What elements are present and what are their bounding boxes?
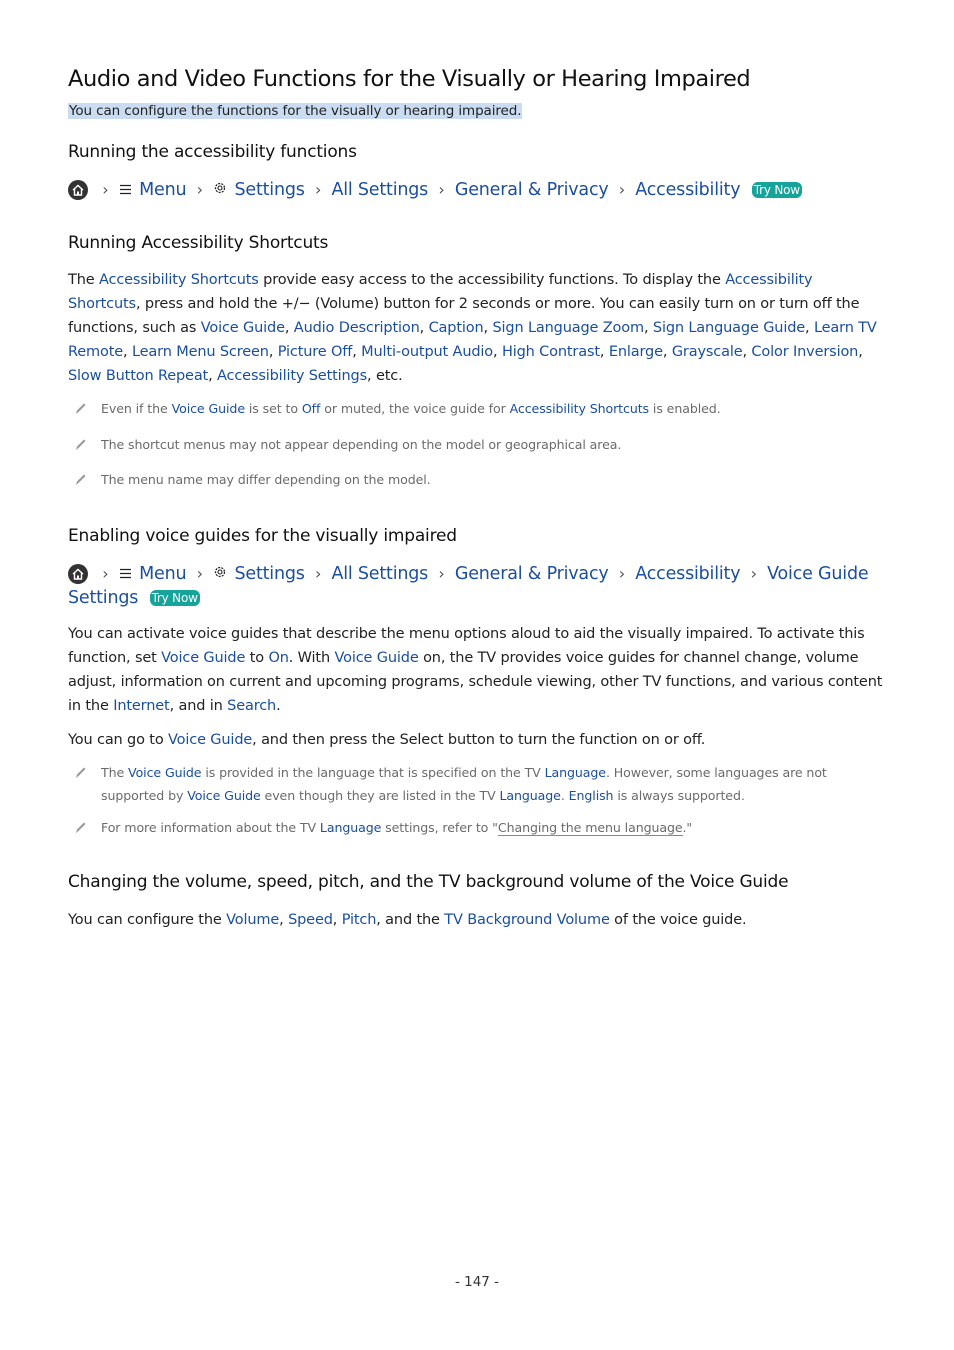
text: .": [682, 820, 693, 835]
pencil-note-icon: [74, 401, 88, 415]
pencil-note-icon: [74, 765, 88, 779]
text: You can activate voice guides that describe the menu options aloud to aid the visually impaired. To activate this function, set: [68, 626, 865, 666]
page-number: - 147 -: [454, 1274, 500, 1290]
nav-item-general-privacy[interactable]: General & Privacy: [454, 564, 609, 584]
page-subtitle: You can configure the functions for the visually or hearing impaired.: [69, 103, 522, 119]
home-icon[interactable]: [68, 180, 88, 200]
menu-icon: [119, 562, 132, 586]
shortcut-item: Picture Off: [277, 344, 353, 360]
link-voice-guide: Voice Guide: [171, 401, 245, 416]
shortcut-item: Accessibility Settings: [217, 368, 368, 384]
link-language: Language: [319, 820, 382, 835]
separator: ,: [208, 368, 218, 384]
note-text: The shortcut menus may not appear depending on the model or geographical area.: [101, 437, 622, 452]
chevron-right-icon: ›: [314, 180, 322, 199]
section-heading-running-accessibility: Running the accessibility functions: [68, 142, 357, 162]
text: Even if the: [101, 401, 172, 416]
nav-item-all-settings[interactable]: All Settings: [331, 180, 429, 200]
shortcuts-description: [68, 268, 888, 388]
separator: ,: [599, 344, 609, 360]
chevron-right-icon: ›: [438, 180, 445, 199]
section-heading-voice-guide-volume: Changing the volume, speed, pitch, and the TV background volume of the Voice Guide: [68, 872, 789, 892]
text: , etc.: [367, 368, 403, 384]
separator: ,: [742, 344, 752, 360]
text: You can configure the: [68, 912, 227, 928]
text: on, the TV provides voice guides for channel change, volume adjust, information on current and upcoming programs, schedule viewing, other TV functions, and various content in the: [68, 650, 883, 714]
link-internet: Internet: [113, 698, 170, 714]
text: .: [560, 788, 569, 803]
section-heading-shortcuts: Running Accessibility Shortcuts: [68, 233, 329, 253]
text: .: [276, 698, 281, 714]
link-accessibility-shortcuts: Accessibility Shortcuts: [68, 272, 813, 312]
page-title: Audio and Video Functions for the Visually or Hearing Impaired: [68, 66, 751, 92]
link-speed: Speed: [288, 912, 333, 928]
nav-item-general-privacy[interactable]: General & Privacy: [454, 180, 609, 200]
link-pitch: Pitch: [341, 912, 377, 928]
link-voice-guide: Voice Guide: [168, 732, 253, 748]
text: , and in: [169, 698, 228, 714]
voice-guide-toggle-text: [68, 728, 888, 752]
nav-item-accessibility[interactable]: Accessibility: [635, 180, 741, 200]
note: [74, 433, 884, 456]
text: of the voice guide.: [609, 912, 747, 928]
shortcut-item: Color Inversion: [751, 344, 859, 360]
nav-item-settings[interactable]: Settings: [234, 180, 305, 200]
separator: ,: [123, 344, 132, 360]
chevron-right-icon: ›: [196, 564, 203, 583]
note: [74, 816, 884, 839]
text: ,: [332, 912, 342, 928]
link-on: On: [268, 650, 289, 666]
text: or muted, the voice guide for: [320, 401, 510, 416]
separator: ,: [805, 320, 814, 336]
nav-path-accessibility: [68, 178, 888, 202]
chevron-right-icon: ›: [618, 180, 625, 199]
chevron-right-icon: ›: [196, 180, 203, 199]
try-now-button[interactable]: Try Now: [753, 183, 800, 197]
chevron-right-icon: ›: [102, 564, 109, 583]
note: [74, 468, 884, 491]
separator: ,: [643, 320, 653, 336]
link-language: Language: [544, 765, 606, 780]
separator: ,: [284, 320, 294, 336]
separator: ,: [858, 344, 863, 360]
link-off: Off: [301, 401, 321, 416]
nav-path-voice-guide: [68, 562, 888, 610]
link-english: English: [568, 788, 614, 803]
shortcut-item: High Contrast: [501, 344, 600, 360]
link-changing-menu-language[interactable]: Changing the menu language: [497, 820, 683, 835]
text: to: [245, 650, 269, 666]
shortcut-item: Grayscale: [671, 344, 743, 360]
voice-guide-description: [68, 622, 888, 718]
link-voice-guide: Voice Guide: [187, 788, 261, 803]
menu-icon: [119, 178, 132, 202]
separator: ,: [419, 320, 429, 336]
link-voice-guide: Voice Guide: [128, 765, 202, 780]
separator: ,: [662, 344, 672, 360]
shortcut-item: Voice Guide: [200, 320, 285, 336]
shortcut-item: Slow Button Repeat: [68, 368, 209, 384]
section-heading-voice-guides: Enabling voice guides for the visually impaired: [68, 526, 457, 546]
text: . However, some languages are not supported by: [101, 765, 827, 803]
shortcut-item: Enlarge: [608, 344, 663, 360]
link-language: Language: [499, 788, 561, 803]
settings-gear-icon: [213, 178, 227, 202]
separator: ,: [493, 344, 502, 360]
pencil-note-icon: [74, 472, 88, 486]
separator: ,: [483, 320, 493, 336]
link-search: Search: [227, 698, 277, 714]
separator: ,: [268, 344, 278, 360]
text: is provided in the language that is specified on the TV: [201, 765, 545, 780]
link-accessibility-shortcuts: Accessibility Shortcuts: [509, 401, 650, 416]
chevron-right-icon: ›: [750, 564, 757, 583]
text: (Volume) button for 2 seconds or more. You can easily turn on or turn off the functions, such as: [68, 296, 860, 336]
chevron-right-icon: ›: [314, 564, 322, 583]
link-accessibility-shortcuts: Accessibility Shortcuts: [98, 272, 259, 288]
shortcut-item: Multi-output Audio: [361, 344, 494, 360]
text: The: [101, 765, 129, 780]
note: [74, 397, 884, 420]
text: ,: [279, 912, 289, 928]
shortcut-item: Audio Description: [293, 320, 420, 336]
shortcut-item: Learn TV Remote: [68, 320, 877, 360]
try-now-button[interactable]: Try Now: [151, 591, 198, 605]
text: is enabled.: [649, 401, 721, 416]
link-voice-guide: Voice Guide: [161, 650, 246, 666]
nav-item-accessibility[interactable]: Accessibility: [635, 564, 741, 584]
nav-item-settings[interactable]: Settings: [234, 564, 305, 584]
text: For more information about the TV: [101, 820, 320, 835]
text: settings, refer to ": [381, 820, 498, 835]
pencil-note-icon: [74, 820, 88, 834]
note: [74, 761, 884, 807]
text: provide easy access to the accessibility functions. To display the: [258, 272, 726, 288]
note-text: The menu name may differ depending on the model.: [101, 472, 431, 487]
shortcut-item: Learn Menu Screen: [131, 344, 269, 360]
link-volume: Volume: [226, 912, 280, 928]
pencil-note-icon: [74, 437, 88, 451]
text: , and the: [376, 912, 445, 928]
settings-gear-icon: [213, 562, 227, 586]
nav-item-voice-guide-settings[interactable]: Voice Guide Settings: [68, 564, 869, 608]
shortcut-item: Sign Language Zoom: [492, 320, 644, 336]
nav-item-all-settings[interactable]: All Settings: [331, 564, 429, 584]
text: is always supported.: [613, 788, 745, 803]
chevron-right-icon: ›: [438, 564, 445, 583]
separator: ,: [352, 344, 362, 360]
nav-item-menu[interactable]: Menu: [139, 180, 187, 200]
text: is set to: [244, 401, 302, 416]
text: , and then press the Select button to turn the function on or off.: [252, 732, 706, 748]
text: The: [68, 272, 99, 288]
home-icon[interactable]: [68, 564, 88, 584]
shortcut-item: Caption: [428, 320, 484, 336]
shortcut-item: Sign Language Guide: [652, 320, 806, 336]
text: even though they are listed in the TV: [260, 788, 500, 803]
text: You can go to: [68, 732, 169, 748]
chevron-right-icon: ›: [102, 180, 109, 199]
chevron-right-icon: ›: [618, 564, 625, 583]
text: , press and hold the: [135, 296, 282, 312]
volume-symbol: +/−: [281, 296, 311, 312]
nav-item-menu[interactable]: Menu: [139, 564, 187, 584]
link-voice-guide: Voice Guide: [334, 650, 419, 666]
link-tv-background-volume: TV Background Volume: [444, 912, 610, 928]
voice-guide-volume-text: [68, 908, 888, 932]
text: . With: [288, 650, 335, 666]
